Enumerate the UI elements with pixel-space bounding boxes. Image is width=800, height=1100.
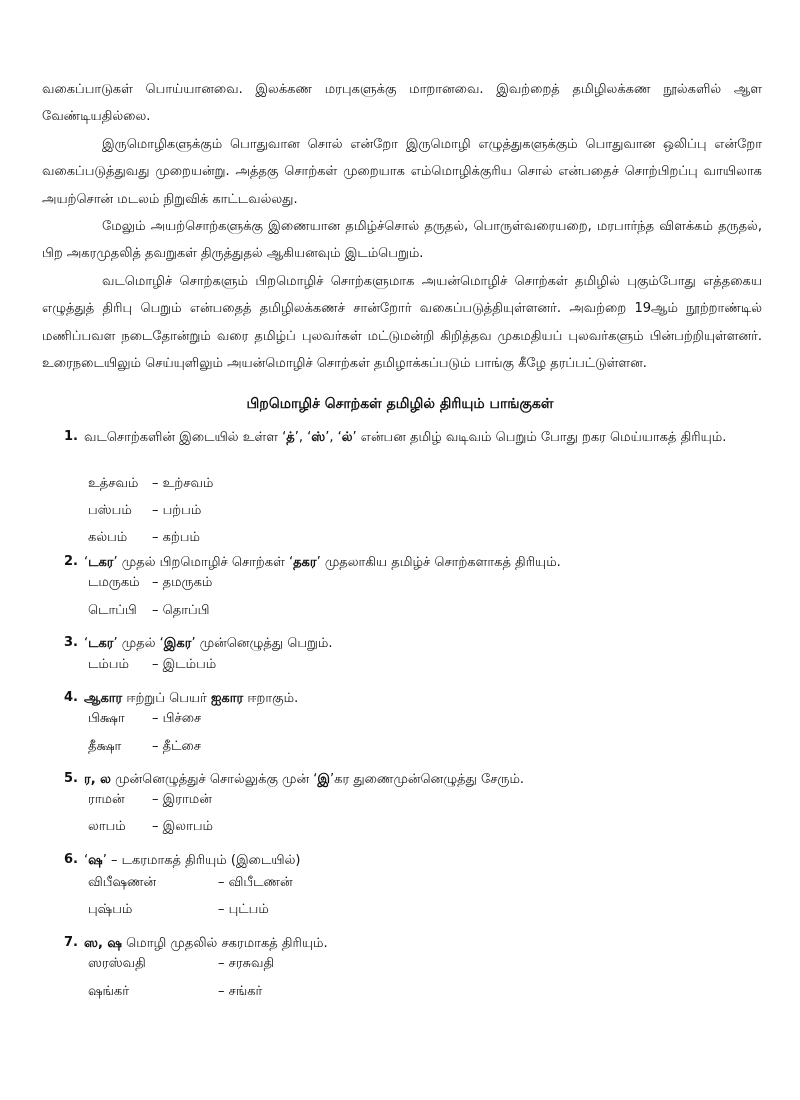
example-source-word: புஷ்பம் bbox=[88, 902, 133, 917]
example-tamil-form: – உற்சவம் bbox=[152, 476, 214, 491]
example-row bbox=[88, 984, 388, 1002]
rule-text-fragment: முன்னெழுத்துச் சொல்லுக்கு முன் ‘ bbox=[110, 772, 318, 787]
section-heading: பிறமொழிச் சொற்கள் தமிழில் திரியும் பாங்குகள் bbox=[246, 396, 554, 412]
rule-number: 7. bbox=[64, 935, 78, 950]
example-row bbox=[88, 575, 388, 593]
example-tamil-form: – சங்கர் bbox=[218, 984, 263, 999]
example-row bbox=[88, 476, 388, 494]
example-tamil-form: – புட்பம் bbox=[218, 902, 269, 917]
rule-text-fragment: ஈற்றுப் பெயர் bbox=[122, 691, 211, 706]
rule-text bbox=[84, 847, 764, 874]
example-tamil-form: – விபீடணன் bbox=[218, 875, 293, 890]
rule-text bbox=[84, 549, 764, 576]
rule-text-fragment: மொழி முதலில் சகரமாகத் திரியும். bbox=[121, 936, 328, 951]
rule-keyword: ஸ் bbox=[311, 430, 326, 445]
rule-number: 4. bbox=[64, 690, 78, 705]
rule-text-fragment: வடசொற்களின் இடையில் உள்ள ‘ bbox=[84, 430, 287, 445]
example-source-word: உத்சவம் bbox=[88, 476, 139, 491]
rule-keyword: டகர bbox=[88, 555, 114, 570]
rule-number: 3. bbox=[64, 635, 78, 650]
rule-text-fragment: ’, ‘ bbox=[325, 430, 342, 445]
rule-text-fragment: ‘ bbox=[84, 853, 89, 868]
example-tamil-form: – சரசுவதி bbox=[218, 956, 275, 971]
example-row bbox=[88, 956, 388, 974]
rule-text bbox=[84, 766, 764, 793]
rule-text bbox=[84, 630, 764, 657]
paragraph-common-words: இருமொழிகளுக்கும் பொதுவான சொல் என்றோ இருமொழி எழுத்துகளுக்கும் பொதுவான ஒலிப்பு என்றோ வகைப்படுத்துவது முறையன்று. அத்தகு சொற்கள் முறையாக எம்மொழிக்குரிய சொல் என்பதைச் சொற்பிறப்பு வாயிலாக அயற்சொன் மடலம் நிறுவிக் காட்டவல்லது. bbox=[42, 137, 762, 207]
rule-number: 2. bbox=[64, 554, 78, 569]
rule-keyword: இ bbox=[317, 772, 331, 787]
example-source-word: டம்பம் bbox=[88, 657, 129, 672]
example-source-word: லாபம் bbox=[88, 819, 126, 834]
rule-text-fragment: ’ – டகரமாகத் திரியும் (இடையில்) bbox=[102, 853, 301, 868]
rule-number: 1. bbox=[64, 429, 78, 444]
example-source-word: ஷங்கர் bbox=[88, 984, 130, 999]
rule-text-fragment: ’ என்பன தமிழ் வடிவம் பெறும் போது றகர மெய்யாகத் திரியும். bbox=[352, 430, 727, 445]
paragraph-foreign-words: வடமொழிச் சொற்களும் பிறமொழிச் சொற்களுமாக அயன்மொழிச் சொற்கள் தமிழில் புகும்போது எத்தகைய எழுத்துத் திரிபு பெறும் என்பதைத் தமிழிலக்கணச் சான்றோர் வகைப்படுத்தியுள்ளனர். அவற்றை 19ஆம் நூற்றாண்டில் மணிப்பவள நடைதோன்றும் வரை தமிழ்ப் புலவர்கள் மட்டுமன்றி கிறித்தவ முகமதியப் புலவர்களும் பின்பற்றியுள்ளனர். உரைநடையிலும் செய்யுளிலும் அயன்மொழிச் சொற்கள் தமிழாக்கப்படும் பாங்கு கீழே தரப்பட்டுள்ளன. bbox=[42, 274, 762, 371]
rule-keyword: ர, ல bbox=[84, 772, 111, 787]
rule-text-fragment: ’ முன்னெழுத்து பெறும். bbox=[191, 636, 333, 651]
example-row bbox=[88, 792, 388, 810]
example-row bbox=[88, 711, 388, 729]
example-source-word: பிக்ஷா bbox=[88, 711, 125, 726]
example-row bbox=[88, 530, 388, 548]
rule-text-fragment: ‘ bbox=[84, 636, 89, 651]
example-row bbox=[88, 739, 388, 757]
rule-keyword: த் bbox=[286, 430, 295, 445]
rule-text-fragment: ‘ bbox=[84, 555, 89, 570]
rule-keyword: இகர bbox=[163, 636, 192, 651]
rule-text-fragment: ஈறாகும். bbox=[243, 691, 299, 706]
example-source-word: டொப்பி bbox=[88, 603, 137, 618]
rule-text-fragment: ’கர துணைமுன்னெழுத்து சேரும். bbox=[330, 772, 525, 787]
example-tamil-form: – தீட்சை bbox=[152, 739, 201, 754]
example-tamil-form: – பற்பம் bbox=[152, 503, 202, 518]
example-source-word: கல்பம் bbox=[88, 530, 128, 545]
example-row bbox=[88, 902, 388, 920]
example-row bbox=[88, 819, 388, 837]
rule-keyword: ஸ, ஷ bbox=[84, 936, 122, 951]
example-source-word: பஸ்பம் bbox=[88, 503, 132, 518]
example-row bbox=[88, 603, 388, 621]
rule-keyword: தகர bbox=[293, 555, 317, 570]
example-tamil-form: – இடம்பம் bbox=[152, 657, 217, 672]
example-source-word: தீக்ஷா bbox=[88, 739, 122, 754]
example-source-word: ராமன் bbox=[88, 792, 125, 807]
paragraph-continuation: வகைப்பாடுகள் பொய்யானவை. இலக்கண மரபுகளுக்கு மாறானவை. இவற்றைத் தமிழிலக்கண நூல்களில் ஆள வேண்டியதில்லை. bbox=[42, 82, 762, 125]
example-tamil-form: – பிச்சை bbox=[152, 711, 202, 726]
paragraph-tamil-equivalents: மேலும் அயற்சொற்களுக்கு இணையான தமிழ்ச்சொல் தருதல், பொருள்வரையறை, மரபார்ந்த விளக்கம் தருதல், பிற அகரமுதலித் தவறுகள் திருத்துதல் ஆகியனவும் இடம்பெறும். bbox=[42, 219, 762, 262]
example-row bbox=[88, 657, 388, 675]
rule-text bbox=[84, 424, 764, 451]
example-source-word: விபீஷணன் bbox=[88, 875, 157, 890]
rule-keyword: ஆகார bbox=[84, 691, 123, 706]
example-row bbox=[88, 503, 388, 521]
example-tamil-form: – இராமன் bbox=[152, 792, 212, 807]
rule-number: 6. bbox=[64, 852, 78, 867]
example-tamil-form: – தொப்பி bbox=[152, 603, 210, 618]
rule-text bbox=[84, 930, 764, 957]
rule-text-fragment: ’ முதலாகிய தமிழ்ச் சொற்களாகத் திரியும். bbox=[316, 555, 561, 570]
rule-text-fragment: ’ முதல் பிறமொழிச் சொற்கள் ‘ bbox=[113, 555, 294, 570]
rule-keyword: ஐகார bbox=[210, 691, 244, 706]
example-tamil-form: – கற்பம் bbox=[152, 530, 200, 545]
example-source-word: டமருகம் bbox=[88, 575, 140, 590]
rule-text-fragment: ’, ‘ bbox=[294, 430, 312, 445]
example-tamil-form: – தமருகம் bbox=[152, 575, 213, 590]
example-tamil-form: – இலாபம் bbox=[152, 819, 213, 834]
example-source-word: ஸரஸ்வதி bbox=[88, 956, 146, 971]
rule-text-fragment: ’ முதல் ‘ bbox=[113, 636, 164, 651]
example-row bbox=[88, 875, 388, 893]
rule-keyword: டகர bbox=[88, 636, 114, 651]
rule-number: 5. bbox=[64, 771, 78, 786]
rule-keyword: ல் bbox=[341, 430, 353, 445]
rule-text bbox=[84, 685, 764, 712]
rule-keyword: ஷ bbox=[88, 853, 103, 868]
